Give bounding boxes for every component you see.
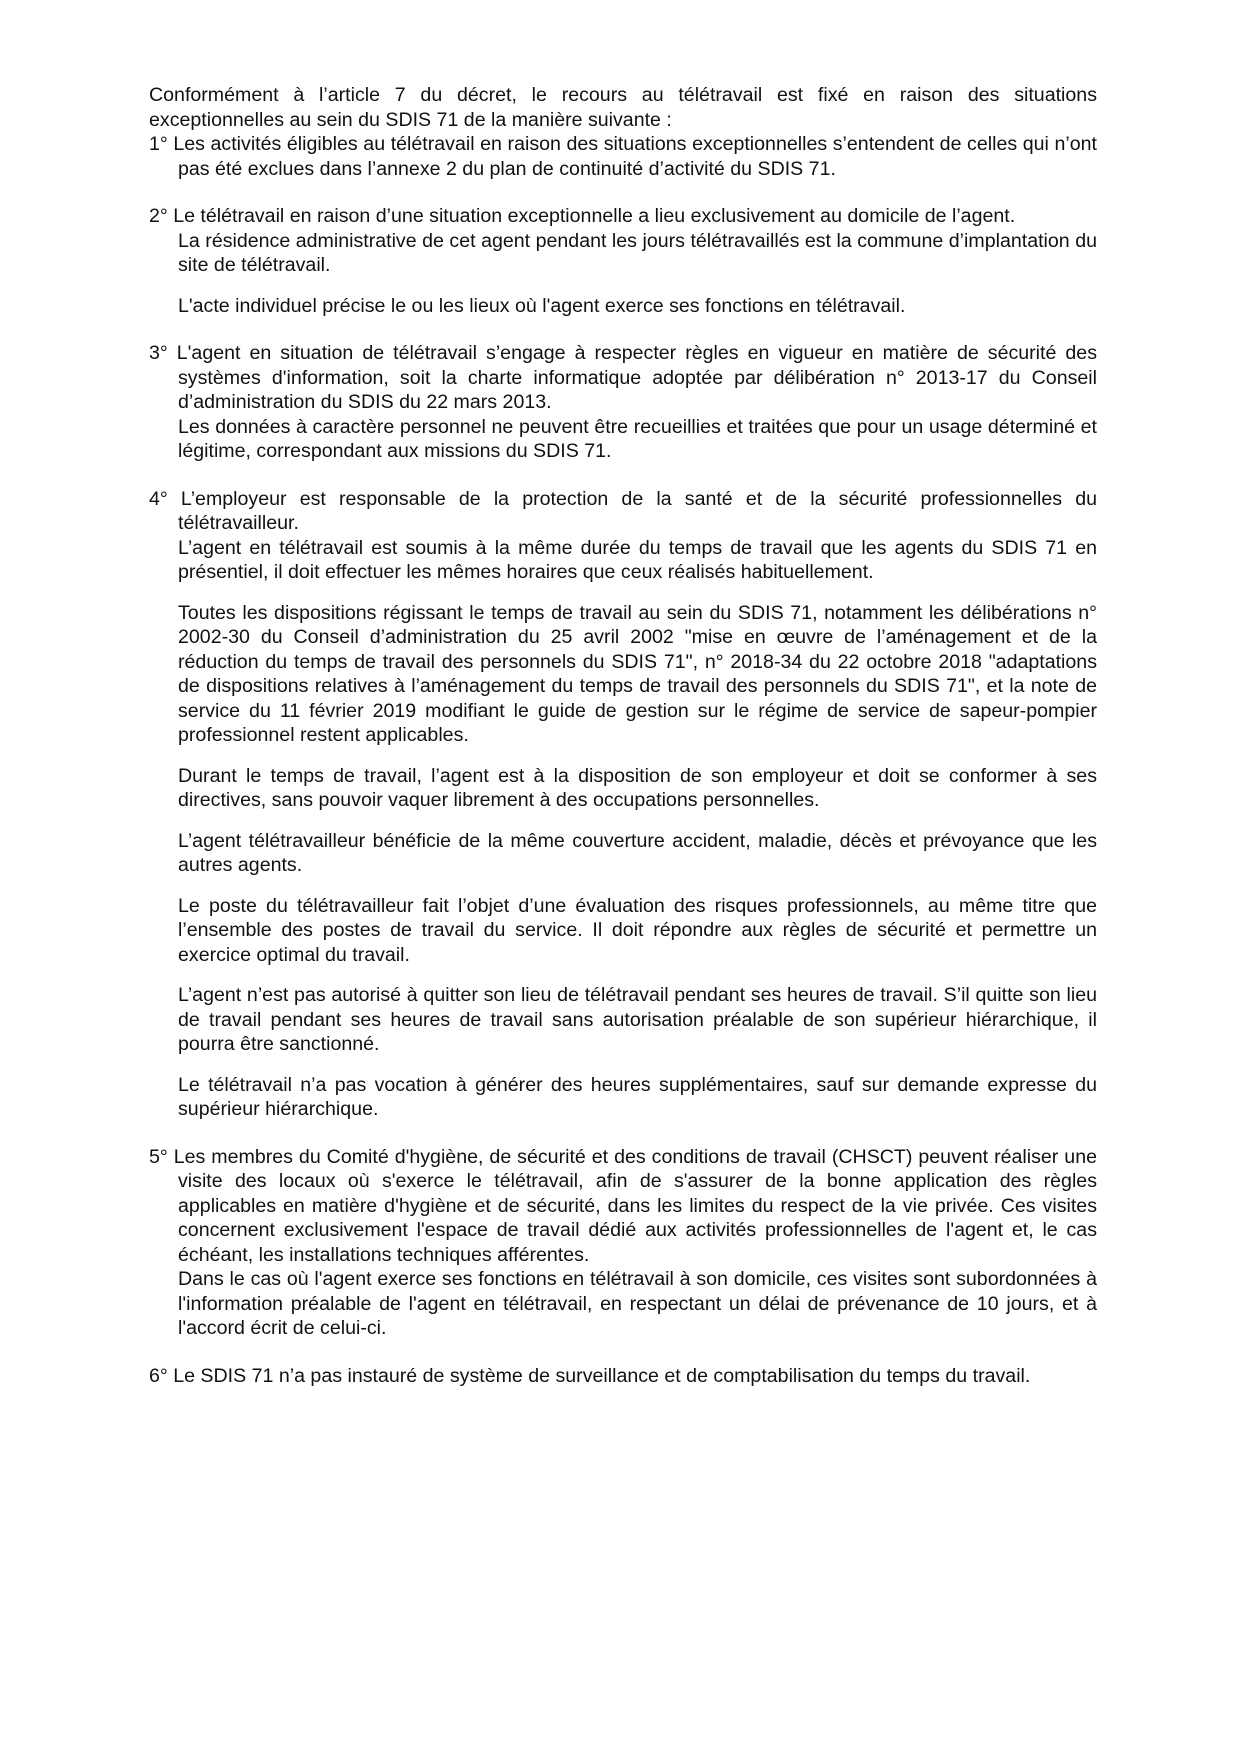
intro-paragraph: Conformément à l’article 7 du décret, le recours au télétravail est fixé en raison des situations exceptionnelles au sein du SDIS 71 de la manière suivante : xyxy=(149,84,1097,131)
item-text: Le SDIS 71 n’a pas instauré de système de surveillance et de comptabilisation du temps du travail. xyxy=(173,1364,1031,1387)
item-paragraph: Le télétravail n’a pas vocation à générer des heures supplémentaires, sauf sur demande expresse du supérieur hiérarchique. xyxy=(178,1073,1097,1120)
item-heading xyxy=(149,341,1097,415)
list-item-5 xyxy=(149,1145,1097,1341)
document-page xyxy=(149,83,1097,1411)
item-paragraph: L'acte individuel précise le ou les lieux où l'agent exerce ses fonctions en télétravail. xyxy=(178,294,906,317)
list-item-4 xyxy=(149,487,1097,1122)
item-text: L'agent en situation de télétravail s’engage à respecter règles en vigueur en matière de sécurité des systèmes d'information, soit la charte informatique adoptée par délibération n° 2013-17 du Conseil d’administration du SDIS du 22 mars 2013. xyxy=(176,342,1098,413)
item-paragraph: Dans le cas où l'agent exerce ses fonctions en télétravail à son domicile, ces visites sont subordonnées à l'information préalable de l'agent en télétravail, en respectant un délai de prévenance de 10 jours, et à l'accord écrit de celui-ci. xyxy=(178,1268,1097,1339)
item-text: Les membres du Comité d'hygiène, de sécurité et des conditions de travail (CHSCT) peuvent réaliser une visite des locaux où s'exerce le télétravail, afin de s'assurer de la bonne application des règles applicables en matière d'hygiène et de sécurité, dans les limites du respect de la vie privée. Ces visites concernent exclusivement l'espace de travail dédié aux activités professionnelles de l'agent et, le cas échéant, les installations techniques afférentes. xyxy=(173,1145,1097,1266)
item-number: 1° xyxy=(149,133,168,155)
item-heading xyxy=(149,487,1097,536)
item-text: L’employeur est responsable de la protection de la santé et de la sécurité professionnelles du télétravailleur. xyxy=(178,487,1097,534)
item-number: 4° xyxy=(149,487,168,510)
item-number: 3° xyxy=(149,342,168,364)
item-number: 6° xyxy=(149,1364,168,1387)
item-heading xyxy=(149,132,1097,181)
item-text: Le télétravail en raison d’une situation exceptionnelle a lieu exclusivement au domicile de l’agent. xyxy=(173,205,1016,227)
item-paragraph: Le poste du télétravailleur fait l’objet d’une évaluation des risques professionnels, au même titre que l’ensemble des postes de travail du service. Il doit répondre aux règles de sécurité et permettre un exercice optimal du travail. xyxy=(178,894,1097,966)
item-paragraph: Durant le temps de travail, l’agent est à la disposition de son employeur et doit se conformer à ses directives, sans pouvoir vaquer librement à des occupations personnelles. xyxy=(178,764,1097,811)
item-paragraph: L’agent n’est pas autorisé à quitter son lieu de télétravail pendant ses heures de travail. S’il quitte son lieu de travail pendant ses heures de travail sans autorisation préalable de son supérieur hiérarchique, il pourra être sanctionné. xyxy=(178,984,1097,1055)
item-number: 5° xyxy=(149,1145,168,1168)
list-item-6 xyxy=(149,1364,1097,1389)
item-paragraph: L’agent en télétravail est soumis à la même durée du temps de travail que les agents du SDIS 71 en présentiel, il doit effectuer les mêmes horaires que ceux réalisés habituellement. xyxy=(178,536,1097,583)
item-paragraph: Les données à caractère personnel ne peuvent être recueillies et traitées que pour un usage déterminé et légitime, correspondant aux missions du SDIS 71. xyxy=(178,415,1097,462)
item-number: 2° xyxy=(149,205,168,227)
item-paragraph: La résidence administrative de cet agent pendant les jours télétravaillés est la commune d’implantation du site de télétravail. xyxy=(178,229,1097,276)
list-item-2 xyxy=(149,204,1097,318)
item-heading xyxy=(149,1145,1097,1268)
item-text: Les activités éligibles au télétravail en raison des situations exceptionnelles s’entendent de celles qui n’ont pas été exclues dans l’annexe 2 du plan de continuité d’activité du SDIS 71. xyxy=(173,133,1097,180)
item-heading xyxy=(149,204,1097,229)
item-paragraph: Toutes les dispositions régissant le temps de travail au sein du SDIS 71, notamment les délibérations n° 2002-30 du Conseil d’administration du 25 avril 2002 "mise en œuvre de l’aménagement et de la réduction du temps de travail des personnels du SDIS 71", n° 2018-34 du 22 octobre 2018 "adaptations de dispositions relatives à l’aménagement du temps de travail des personnels du SDIS 71", et la note de service du 11 février 2019 modifiant le guide de gestion sur le régime de service de sapeur-pompier professionnel restent applicables. xyxy=(178,601,1097,746)
list-item-3 xyxy=(149,341,1097,464)
item-heading xyxy=(149,1364,1097,1389)
list-item-1 xyxy=(149,132,1097,181)
item-paragraph: L’agent télétravailleur bénéficie de la même couverture accident, maladie, décès et prévoyance que les autres agents. xyxy=(178,829,1097,876)
